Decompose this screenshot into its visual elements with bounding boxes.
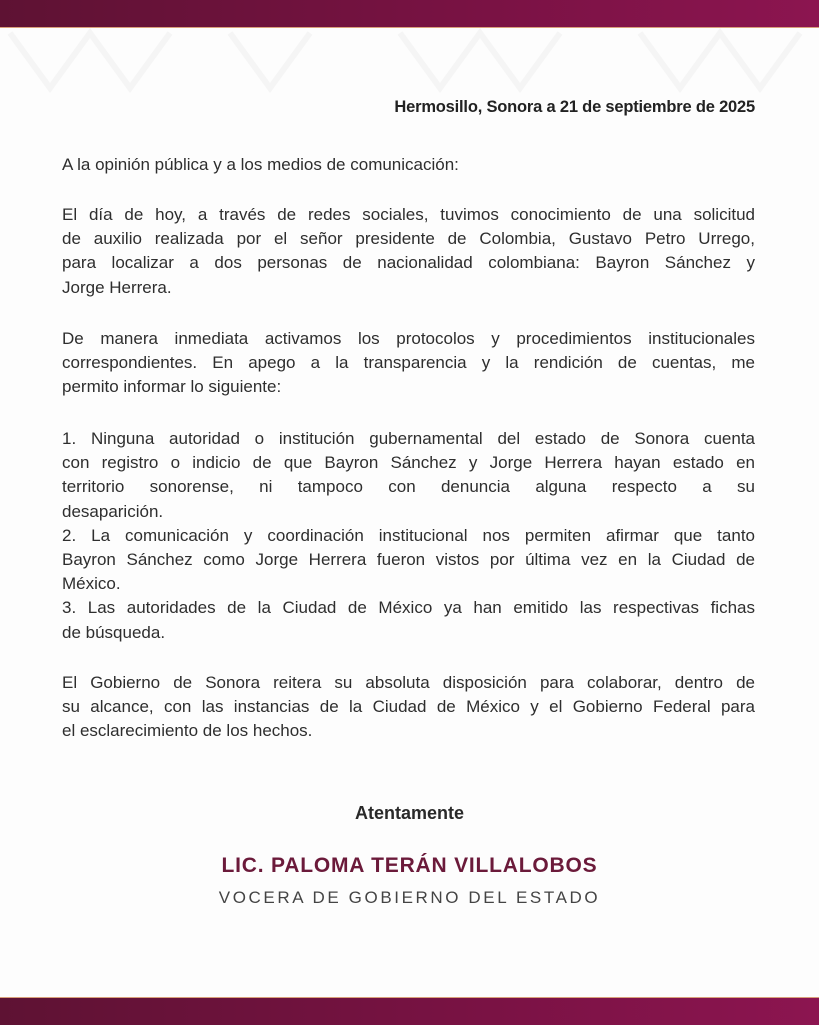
salutation xyxy=(62,153,755,177)
paragraph-line: desaparición. xyxy=(62,501,164,521)
header-bar xyxy=(0,0,819,28)
paragraph-line: De manera inmediata activamos los protocolos y procedimientos institucionales xyxy=(62,329,755,348)
paragraph-line: su alcance, con las instancias de la Ciudad de México y el Gobierno Federal para xyxy=(62,697,755,717)
closing: Atentamente xyxy=(354,803,465,823)
signer-title: VOCERA DE GOBIERNO DEL ESTADO xyxy=(218,888,601,907)
paragraph-2 xyxy=(62,327,755,400)
paragraph-line: 1. Ninguna autoridad o institución gubernamental del estado de Sonora cuenta xyxy=(62,429,755,448)
paragraph-line: El día de hoy, a través de redes sociales, tuvimos conocimiento de una solicitud xyxy=(62,205,755,224)
paragraph-line: 3. Las autoridades de la Ciudad de México ya han emitido las respectivas fichas xyxy=(62,598,755,618)
paragraph-closing xyxy=(62,671,755,744)
paragraph-list xyxy=(62,427,755,645)
paragraph-line: correspondientes. En apego a la transparencia y la rendición de cuentas, me xyxy=(62,353,755,373)
paragraph-line: Bayron Sánchez como Jorge Herrera fueron vistos por última vez en la Ciudad de xyxy=(62,550,755,570)
paragraph-line: México. xyxy=(62,574,121,594)
paragraph-1 xyxy=(62,203,755,300)
salutation-text: A la opinión pública y a los medios de comunicación: xyxy=(62,155,459,174)
paragraph-line: permito informar lo siguiente: xyxy=(62,377,282,397)
paragraph-line: territorio sonorense, ni tampoco con denuncia alguna respecto a su xyxy=(62,477,755,497)
paragraph-line: El Gobierno de Sonora reitera su absoluta disposición para colaborar, dentro de xyxy=(62,673,755,692)
paragraph-line: 2. La comunicación y coordinación institucional nos permiten afirmar que tanto xyxy=(62,525,755,545)
paragraph-line: de búsqueda. xyxy=(62,622,166,642)
paragraph-line: con registro o indicio de que Bayron Sánchez y Jorge Herrera hayan estado en xyxy=(62,453,755,473)
paragraph-line: Jorge Herrera. xyxy=(62,277,172,297)
footer-bar xyxy=(0,997,819,1025)
date-line: Hermosillo, Sonora a 21 de septiembre de 2025 xyxy=(394,98,755,116)
signer-name: LIC. PALOMA TERÁN VILLALOBOS xyxy=(221,854,598,877)
paragraph-line: para localizar a dos personas de nacionalidad colombiana: Bayron Sánchez y xyxy=(62,253,755,273)
paragraph-line: de auxilio realizada por el señor presidente de Colombia, Gustavo Petro Urrego, xyxy=(62,229,755,249)
paragraph-line: el esclarecimiento de los hechos. xyxy=(62,721,313,741)
